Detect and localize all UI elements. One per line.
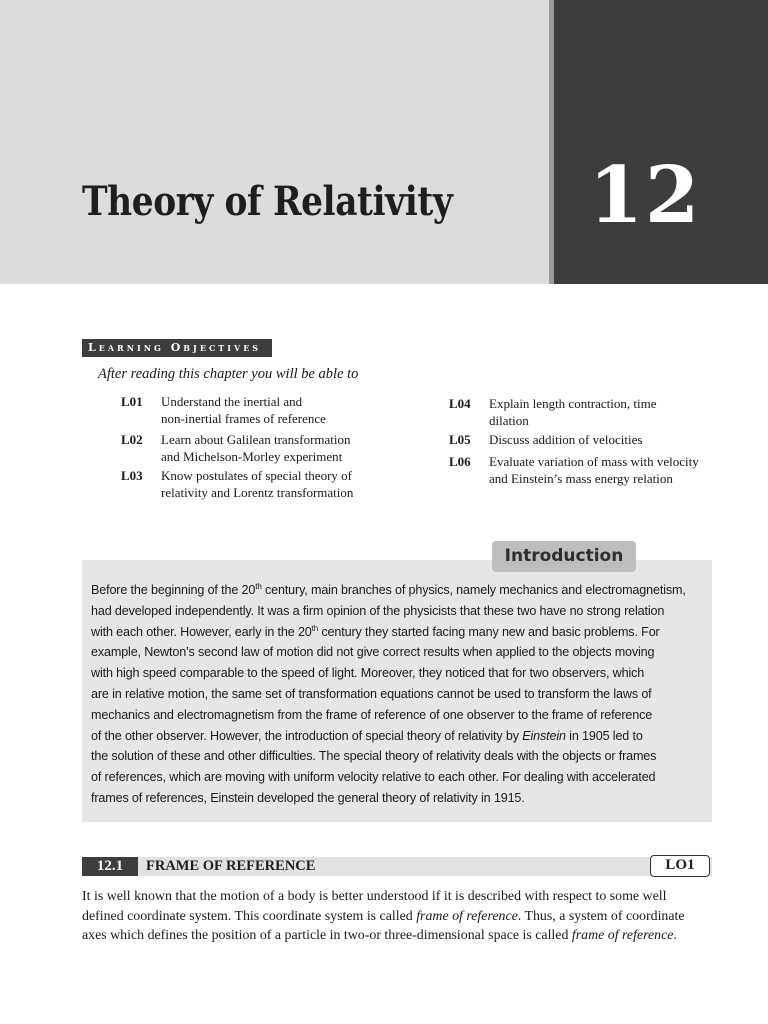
chapter-title: Theory of Relativity (82, 178, 453, 225)
objective-code: L01 (121, 394, 143, 409)
objective-text-line1: Explain length contraction, time (489, 396, 657, 411)
objective-text-line2: and Michelson-Morley experiment (161, 449, 343, 464)
intro-line: the solution of these and other difficulties. The special theory of relativity deals with the objects or frames (91, 749, 657, 764)
intro-line: with high speed comparable to the speed of light. Moreover, they noticed that for two observers, which (91, 666, 645, 681)
objective-text-line2: dilation (489, 413, 529, 428)
objective-text-line2: non-inertial frames of reference (161, 411, 326, 426)
objective-text-line2: and Einstein’s mass energy relation (489, 471, 673, 486)
introduction-text (91, 580, 707, 809)
intro-line: example, Newton’s second law of motion did not give correct results when applied to the objects moving (91, 645, 655, 660)
intro-line: had developed independently. It was a firm opinion of the physicists that these two have no strong relation (91, 603, 665, 618)
objective-text-line1: Learn about Galilean transformation (161, 432, 351, 447)
section-body-text (82, 887, 712, 946)
objective-text-line2: relativity and Lorentz transformation (161, 485, 354, 500)
section-number: 12.1 (82, 857, 138, 876)
intro-line: of the other observer. However, the introduction of special theory of relativity by Einstein in 1905 led to (91, 728, 643, 743)
objective-text-line1: Evaluate variation of mass with velocity (489, 454, 699, 469)
body-line: axes which defines the position of a particle in two-or three-dimensional space is called frame of reference. (82, 928, 677, 943)
intro-line: mechanics and electromagnetism from the frame of reference of one observer to the frame of reference (91, 707, 653, 722)
objective-text-line1: Discuss addition of velocities (489, 432, 643, 447)
intro-line: with each other. However, early in the 20th century they started facing many new and basic problems. For (91, 623, 660, 639)
chapter-number: 12 (588, 150, 702, 241)
objective-code: L03 (121, 468, 143, 483)
chapter-number-box (549, 0, 768, 284)
objective-code: L02 (121, 432, 143, 447)
intro-line: Before the beginning of the 20th century, main branches of physics, namely mechanics and electromagnetism, (91, 581, 686, 597)
body-line: It is well known that the motion of a body is better understood if it is described with respect to some well (82, 889, 667, 904)
intro-line: are in relative motion, the same set of transformation equations cannot be used to transform the laws of (91, 686, 652, 701)
body-line: defined coordinate system. This coordinate system is called frame of reference. Thus, a system of coordinate (82, 908, 685, 924)
section-title: FRAME OF REFERENCE (146, 858, 316, 874)
learning-objectives-heading: Learning Objectives (82, 339, 272, 357)
objective-code: L04 (449, 396, 471, 411)
objective-text-line1: Understand the inertial and (161, 394, 303, 409)
learning-objectives-intro: After reading this chapter you will be able to (98, 366, 359, 382)
introduction-tab: Introduction (492, 541, 636, 572)
learning-objective-badge: LO1 (650, 855, 710, 877)
intro-line: of references, which are moving with uniform velocity relative to each other. For dealing with accelerated (91, 770, 656, 785)
intro-line: frames of references, Einstein developed the general theory of relativity in 1915. (91, 790, 525, 805)
objective-code: L05 (449, 432, 471, 447)
objective-code: L06 (449, 454, 471, 469)
objective-text-line1: Know postulates of special theory of (161, 468, 352, 483)
